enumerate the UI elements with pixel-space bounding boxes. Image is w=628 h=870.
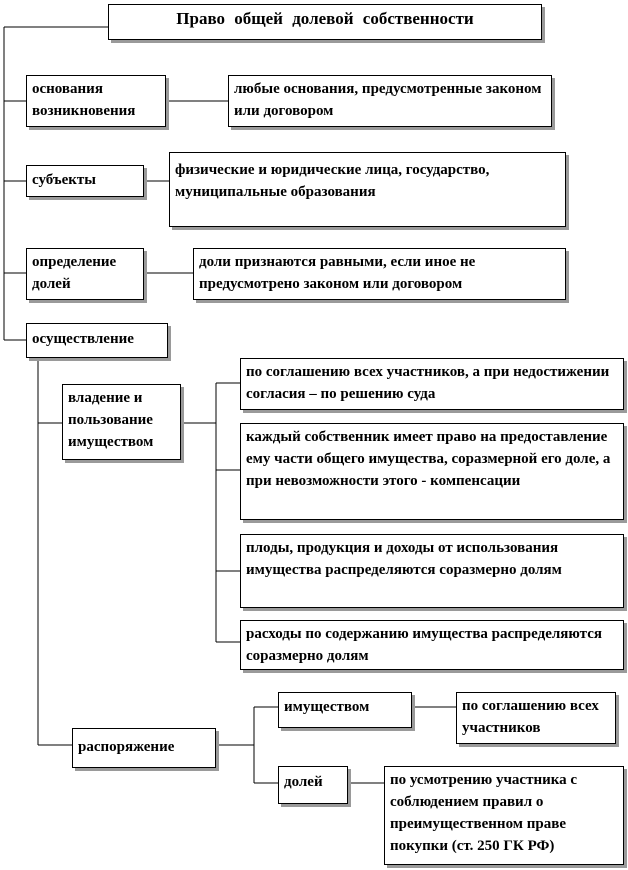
possession-item-4: расходы по содержанию имущества распределяются соразмерно долям: [240, 620, 624, 670]
diagram-title: Право общей долевой собственности: [108, 4, 542, 40]
exercise-label-box: осуществление: [26, 323, 168, 358]
disposal-property-detail-box: по соглашению всех участников: [456, 692, 616, 744]
disposal-label-box: распоряжение: [72, 728, 216, 768]
disposal-share-box: долей: [278, 766, 348, 804]
shares-label-box: определение долей: [26, 248, 144, 300]
basis-label-box: основания возникновения: [26, 75, 166, 127]
possession-item-1: по соглашению всех участников, а при недостижении согласия – по решению суда: [240, 358, 624, 410]
basis-detail-box: любые основания, предусмотренные законом или договором: [228, 75, 552, 127]
shares-detail-box: доли признаются равными, если иное не предусмотрено законом или договором: [193, 248, 566, 300]
subjects-detail-box: физические и юридические лица, государство, муниципальные образования: [169, 152, 566, 227]
disposal-property-box: имуществом: [278, 692, 412, 728]
subjects-label-box: субъекты: [26, 165, 144, 197]
possession-item-3: плоды, продукция и доходы от использования имущества распределяются соразмерно долям: [240, 534, 624, 608]
possession-item-2: каждый собственник имеет право на предоставление ему части общего имущества, соразмерной его доле, а при невозможности этого - компенсации: [240, 423, 624, 520]
disposal-share-detail-box: по усмотрению участника с соблюдением правил о преимущественном праве покупки (ст. 250 ГК РФ): [384, 766, 624, 865]
possession-label-box: владение и пользование имуществом: [62, 384, 181, 460]
